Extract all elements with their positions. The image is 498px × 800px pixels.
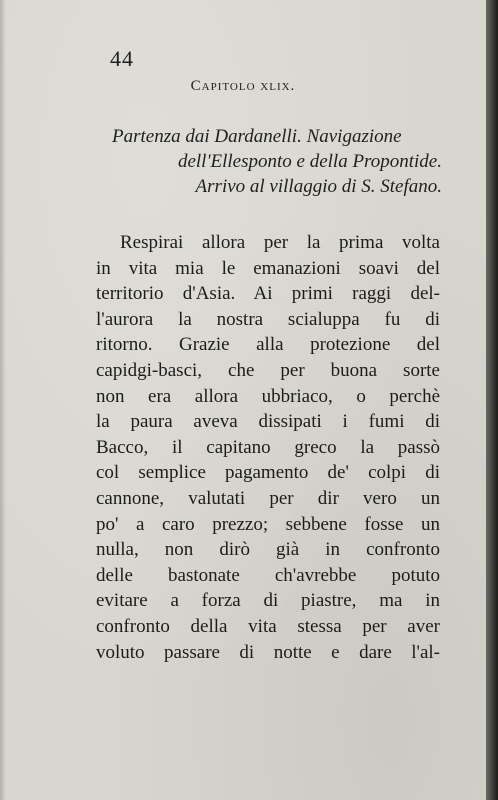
text-line: evitare a forza di piastre, ma in — [96, 590, 440, 612]
page-edge-shadow — [486, 0, 498, 800]
text-line: non era allora ubbriaco, o perchè — [96, 385, 440, 407]
page-number: 44 — [110, 46, 134, 71]
text-line: la paura aveva dissipati i fumi di — [96, 411, 440, 433]
text-line: po' a caro prezzo; sebbene fosse un — [96, 513, 440, 535]
summary-line: dell'Ellesponto e della Propontide. — [177, 151, 442, 172]
chapter-heading: Capitolo xlix. — [190, 78, 296, 94]
text-line: in vita mia le emanazioni soavi del — [96, 257, 440, 279]
body-paragraph — [96, 230, 440, 665]
summary-line: Partenza dai Dardanelli. Navigazione — [112, 126, 402, 147]
text-line: Bacco, il capitano greco la passò — [96, 436, 440, 458]
text-line: voluto passare di notte e dare l'al- — [96, 641, 440, 663]
text-line: Respirai allora per la prima volta — [120, 232, 440, 253]
summary-line: Arrivo al villaggio di S. Stefano. — [195, 176, 442, 197]
text-line: ritorno. Grazie alla protezione del — [96, 334, 440, 356]
chapter-summary — [112, 124, 442, 199]
text-line: col semplice pagamento de' colpi di — [96, 462, 440, 484]
text-line: cannone, valutati per dir vero un — [96, 487, 440, 509]
text-line: capidgi-basci, che per buona sorte — [96, 359, 440, 381]
text-line: l'aurora la nostra scialuppa fu di — [96, 308, 440, 330]
text-line: territorio d'Asia. Ai primi raggi del- — [96, 283, 440, 305]
page-gutter-shadow — [0, 0, 6, 800]
text-line: confronto della vita stessa per aver — [96, 615, 440, 637]
text-line: nulla, non dirò già in confronto — [96, 539, 440, 561]
text-line: delle bastonate ch'avrebbe potuto — [96, 564, 440, 586]
